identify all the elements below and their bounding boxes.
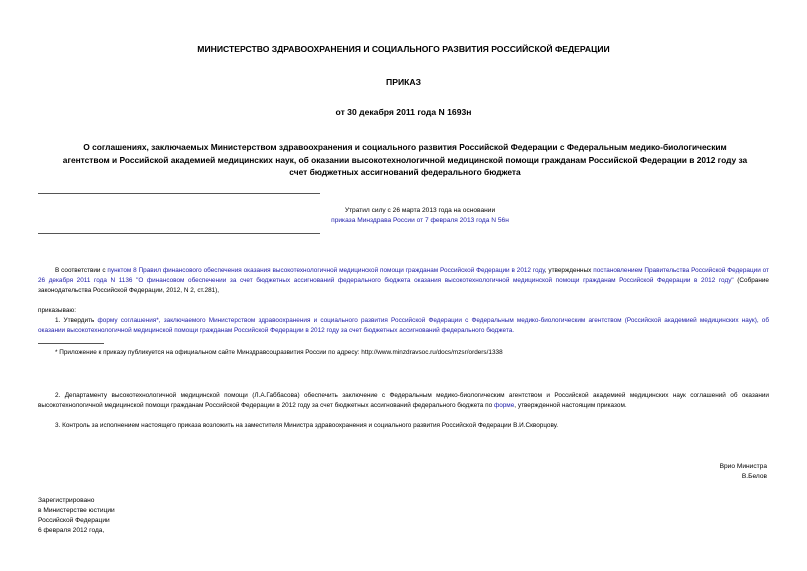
registration-line: 6 февраля 2012 года, (38, 527, 105, 534)
footnote-divider (38, 343, 104, 344)
divider (38, 233, 320, 234)
ministry-name: МИНИСТЕРСТВО ЗДРАВООХРАНЕНИЯ И СОЦИАЛЬНОГО РАЗВИТИЯ РОССИЙСКОЙ ФЕДЕРАЦИИ (197, 44, 610, 54)
divider (38, 193, 320, 194)
registration-block (38, 496, 115, 536)
item-3: 3. Контроль за исполнением настоящего приказа возложить на заместителя Министра здравоохранения и социального развития Российской Федерации В.И.Скворцову. (55, 422, 559, 429)
preamble-paragraph: В соответствии с пунктом 8 Правил финансового обеспечения оказания высокотехнологичной медицинской помощи гражданам Российской Федерации в 2012 году, утвержденных постановлением Правительства Российской Федерации от 26 декабря 2011 года N 1136 "О финансовом обеспечении за счет бюджетных ассигнований федерального бюджета оказания высокотехнологичной медицинской помощи гражданам Российской Федерации в 2012 году" (Собрание законодательства Российской Федерации, 2012, N 2, ст.281), (38, 267, 769, 294)
document-title: О соглашениях, заключаемых Министерством здравоохранения и социального развития Российской Федерации с Федеральным медико-биологическим агентством и Российской академией медицинских наук, об оказании высокотехнологичной медицинской помощи гражданам Российской Федерации в 2012 году за счет бюджетных ассигнований федерального бюджета (62, 142, 748, 177)
document-date-number: от 30 декабря 2011 года N 1693н (335, 107, 472, 117)
agreement-form-link[interactable]: форму соглашения (97, 317, 157, 324)
signatory-name: В.Белов (741, 473, 767, 480)
document-type: ПРИКАЗ (386, 77, 421, 87)
revocation-note (310, 206, 530, 226)
government-decree-link[interactable]: постановлением Правительства Российской Федерации от 26 декабря 2011 года N 1136 "О финансовом обеспечении за счет бюджетных ассигнований федерального бюджета оказания высокотехнологичной медицинской помощи гражданам Российской Федерации в 2012 году" (38, 267, 769, 284)
registration-line: Российской Федерации (38, 517, 110, 524)
order-word: приказываю: (38, 307, 76, 314)
rules-link[interactable]: пунктом 8 Правил финансового обеспечения оказания высокотехнологичной медицинской помощи гражданам Российской Федерации в 2012 году (107, 267, 545, 274)
signatory-position: Врио Министра (719, 463, 767, 470)
registration-line: Зарегистрировано (38, 497, 95, 504)
item-1: 1. Утвердить форму соглашения*, заключаемого Министерством здравоохранения и социального развития Российской Федерации с Федеральным медико-биологическим агентством (Российской академией медицинских наук), об оказании высокотехнологичной медицинской помощи гражданам Российской Федерации в 2012 году за счет бюджетных ассигнований федерального бюджета. (38, 317, 769, 334)
footnote: * Приложение к приказу публикуется на официальном сайте Минздравсоцразвития России по адресу: http://www.minzdravsoc.ru/docs/mzsr/orders/1338 (55, 349, 503, 356)
form-link[interactable]: форме (493, 402, 515, 409)
item-2: 2. Департаменту высокотехнологичной медицинской помощи (Л.А.Габбасова) обеспечить заключение с Федеральным медико-биологическим агентством и Российской академией медицинских наук соглашений об оказании высокотехнологичной медицинской помощи гражданам Российской Федерации в 2012 году за счет бюджетных ассигнований федерального бюджета по форме, утвержденной настоящим приказом. (38, 392, 769, 409)
signature-block (720, 462, 767, 482)
registration-line: в Министерстве юстиции (38, 507, 115, 514)
revocation-link[interactable]: приказа Минздрава России от 7 февраля 2013 года N 56н (331, 217, 509, 224)
revocation-text: Утратил силу с 26 марта 2013 года на основании (344, 207, 496, 214)
